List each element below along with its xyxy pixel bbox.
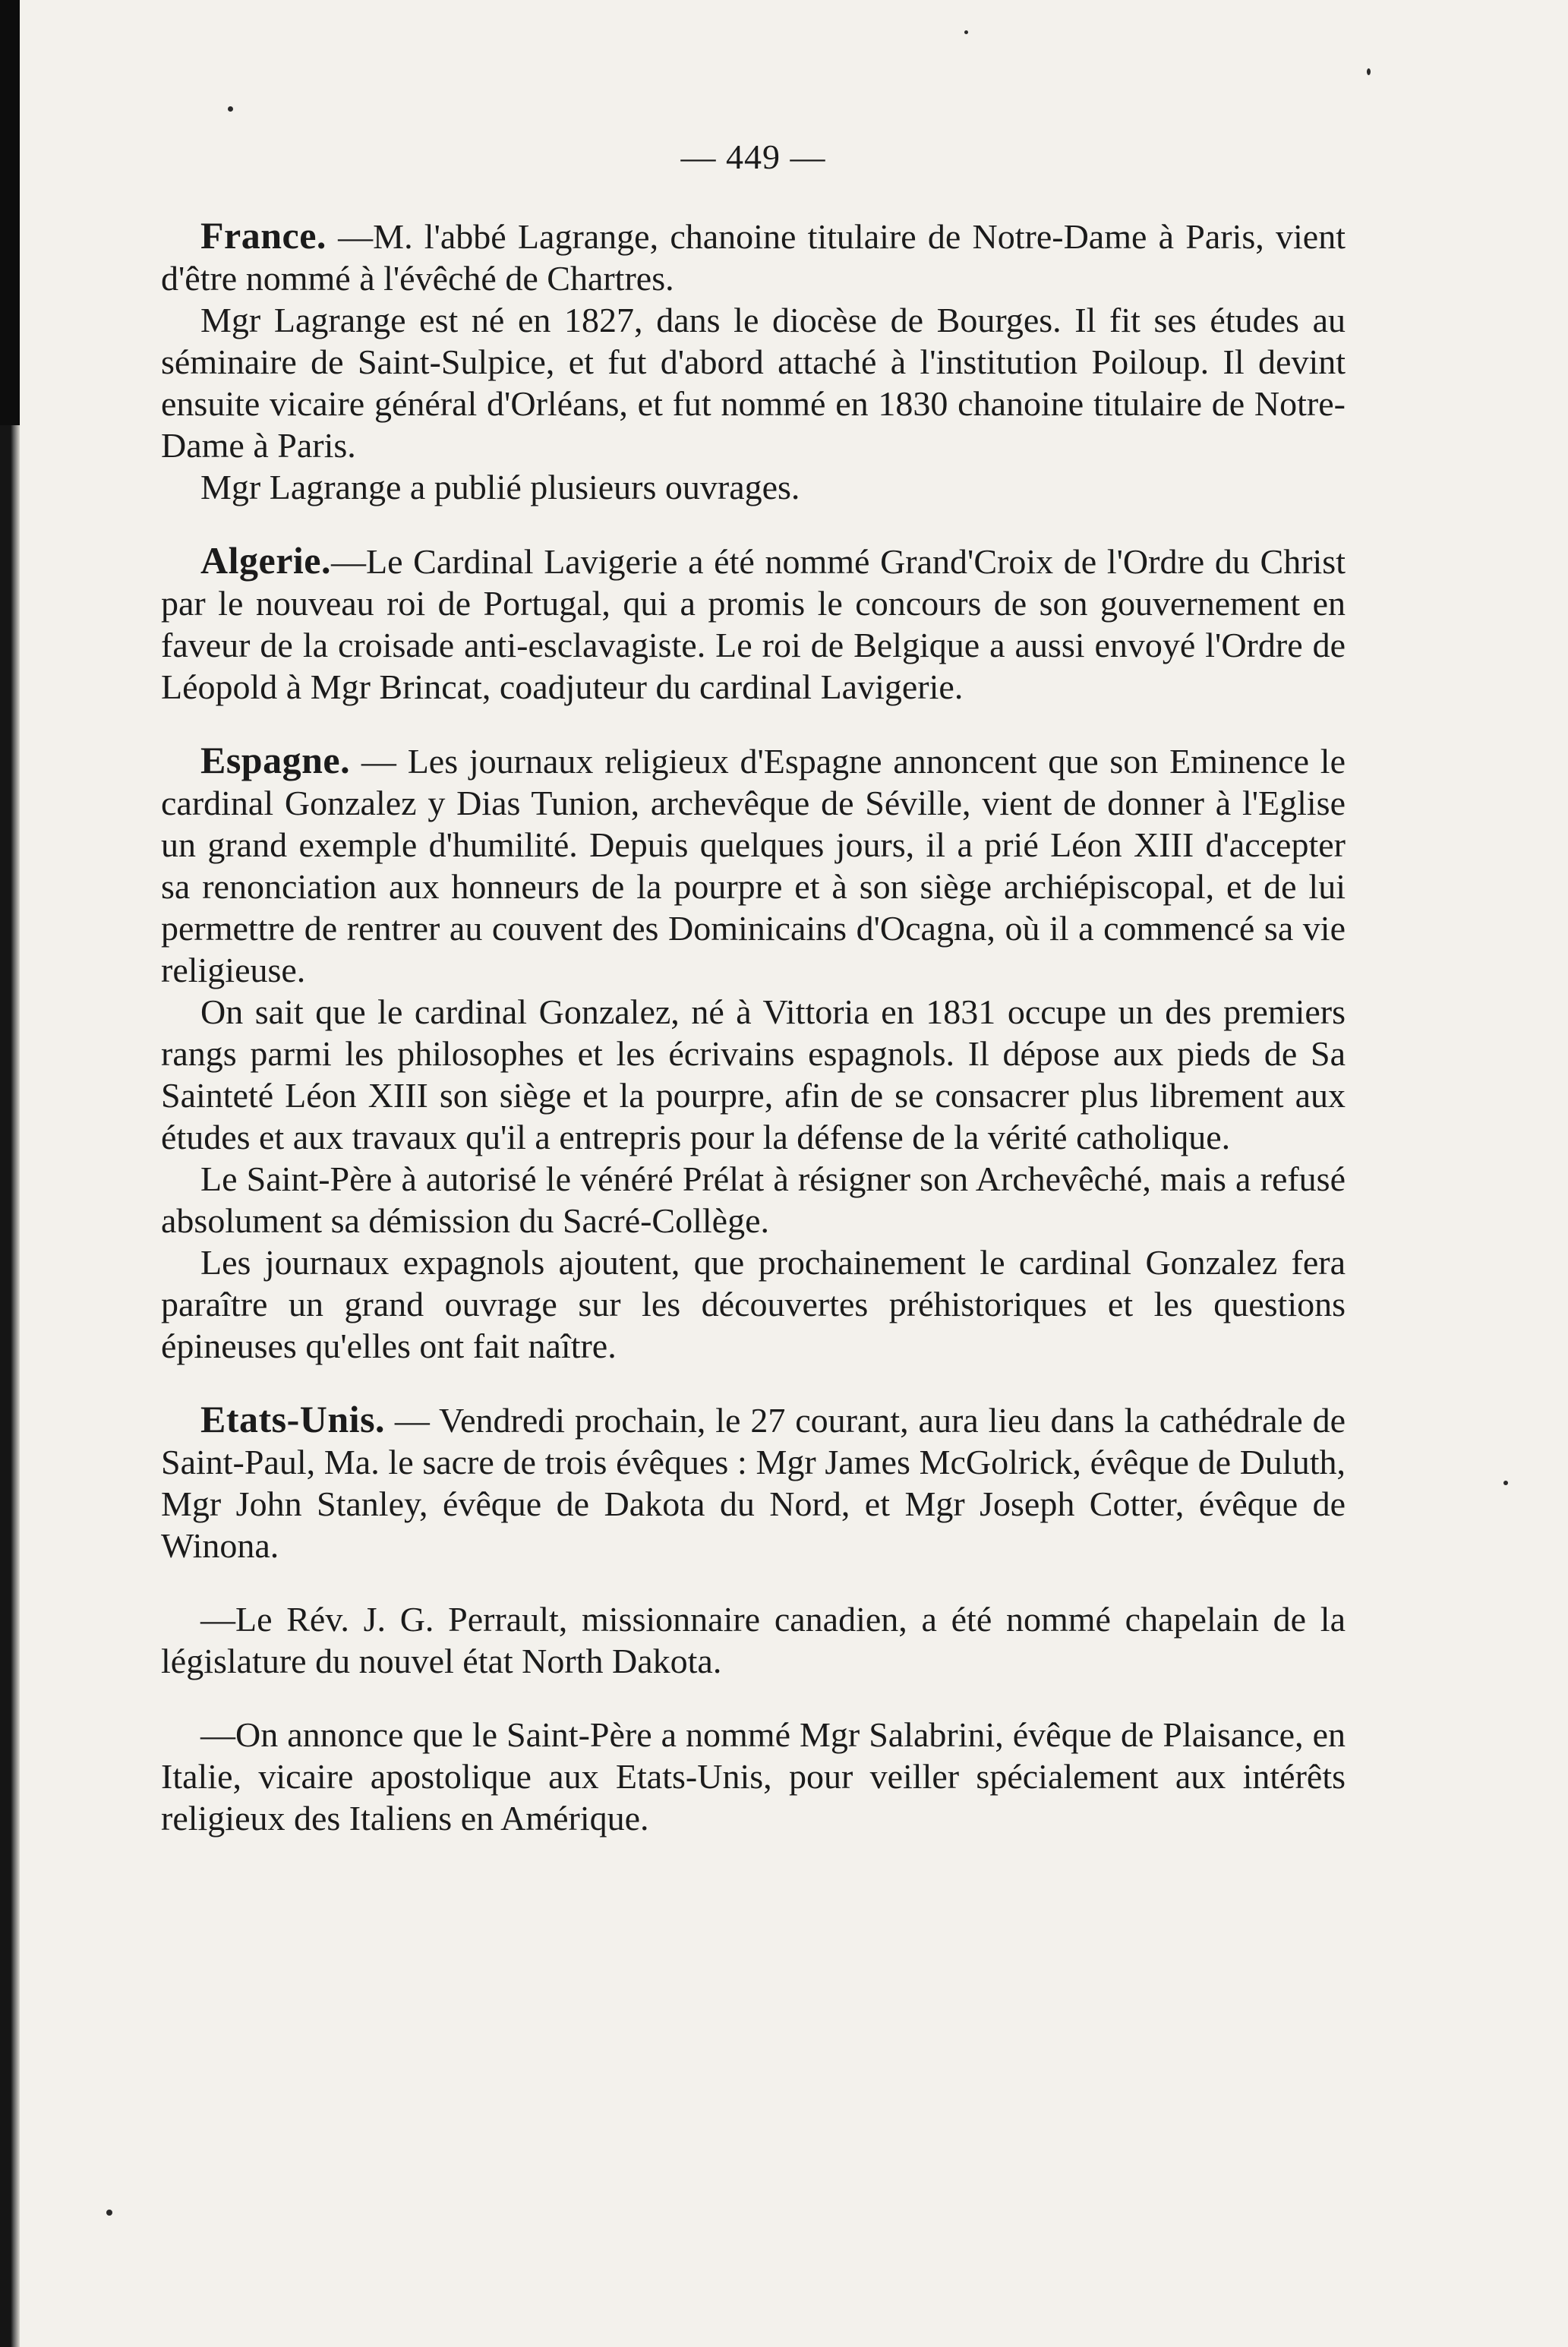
scan-speck	[964, 30, 968, 34]
article-etats-unis	[161, 1399, 1346, 1566]
document-page	[161, 106, 1346, 1871]
paragraph: On sait que le cardinal Gonzalez, né à Vittoria en 1831 occupe un des premiers rangs parmi les philosophes et les écrivains espagnols. Il dépose aux pieds de Sa Sainteté Léon XIII son siège et la pourpre, afin de se consacrer plus librement aux études et aux travaux qu'il a entrepris pour la défense de la vérité catholique.	[161, 992, 1346, 1156]
article-algerie	[161, 540, 1346, 708]
paragraph	[161, 215, 1346, 299]
paragraph: Les journaux expagnols ajoutent, que prochainement le cardinal Gonzalez fera paraître un grand ouvrage sur les découvertes préhistoriques et les questions épineuses qu'elles ont fait naître.	[161, 1243, 1346, 1365]
article-heading: Algerie.	[200, 539, 331, 582]
scan-speck	[228, 106, 233, 112]
paragraph: Le Saint-Père à autorisé le vénéré Prélat à résigner son Archevêché, mais a refusé absolument sa démission du Sacré-Collège.	[161, 1159, 1346, 1240]
paragraph-text: —M. l'abbé Lagrange, chanoine titulaire de Notre-Dame à Paris, vient d'être nommé à l'évêché de Chartres.	[161, 217, 1346, 298]
page-binding-edge	[0, 0, 20, 2347]
paragraph-text: — Les journaux religieux d'Espagne annoncent que son Eminence le cardinal Gonzalez y Dias Tunion, archevêque de Séville, vient de donner à l'Eglise un grand exemple d'humilité. Depuis quelques jours, il a prié Léon XIII d'accepter sa renonciation aux honneurs de la pourpre et à son siège archiépiscopal, et de lui permettre de rentrer au couvent des Dominicains d'Ocagna, où il a commencé sa vie religieuse.	[161, 742, 1346, 989]
article-heading: Espagne.	[200, 739, 351, 781]
article-perrault	[161, 1598, 1346, 1682]
page-number: — 449 —	[680, 137, 826, 176]
article-france	[161, 215, 1346, 508]
paragraph	[161, 740, 1346, 991]
article-salabrini	[161, 1714, 1346, 1839]
paragraph: Mgr Lagrange est né en 1827, dans le diocèse de Bourges. Il fit ses études au séminaire de Saint-Sulpice, et fut d'abord attaché à l'institution Poiloup. Il devint ensuite vicaire général d'Orléans, et fut nommé en 1830 chanoine titulaire de Notre-Dame à Paris.	[161, 301, 1346, 465]
paragraph: Mgr Lagrange a publié plusieurs ouvrages.	[200, 468, 800, 506]
paragraph-text: — Vendredi prochain, le 27 courant, aura lieu dans la cathédrale de Saint-Paul, Ma. le sacre de trois évêques : Mgr James McGolrick, évêque de Duluth, Mgr John Stanley, évêque de Dakota du Nord, et Mgr Joseph Cotter, évêque de Winona.	[161, 1401, 1346, 1565]
scan-speck	[1503, 1481, 1508, 1485]
paragraph: —Le Rév. J. G. Perrault, missionnaire canadien, a été nommé chapelain de la législature du nouvel état North Dakota.	[161, 1600, 1346, 1680]
scan-speck	[106, 2210, 112, 2216]
paragraph: —On annonce que le Saint-Père a nommé Mgr Salabrini, évêque de Plaisance, en Italie, vicaire apostolique aux Etats-Unis, pour veiller spécialement aux intérêts religieux des Italiens en Amérique.	[161, 1715, 1346, 1838]
paragraph-text: —Le Cardinal Lavigerie a été nommé Grand'Croix de l'Ordre du Christ par le nouveau roi de Portugal, qui a promis le concours de son gouvernement en faveur de la croisade anti-esclavagiste. Le roi de Belgique a aussi envoyé l'Ordre de Léopold à Mgr Brincat, coadjuteur du cardinal Lavigerie.	[161, 542, 1346, 706]
paragraph	[161, 540, 1346, 708]
scan-speck	[1367, 68, 1371, 75]
article-espagne	[161, 740, 1346, 1367]
article-heading: France.	[200, 214, 327, 257]
article-heading: Etats-Unis.	[200, 1398, 386, 1440]
paragraph	[161, 1399, 1346, 1566]
